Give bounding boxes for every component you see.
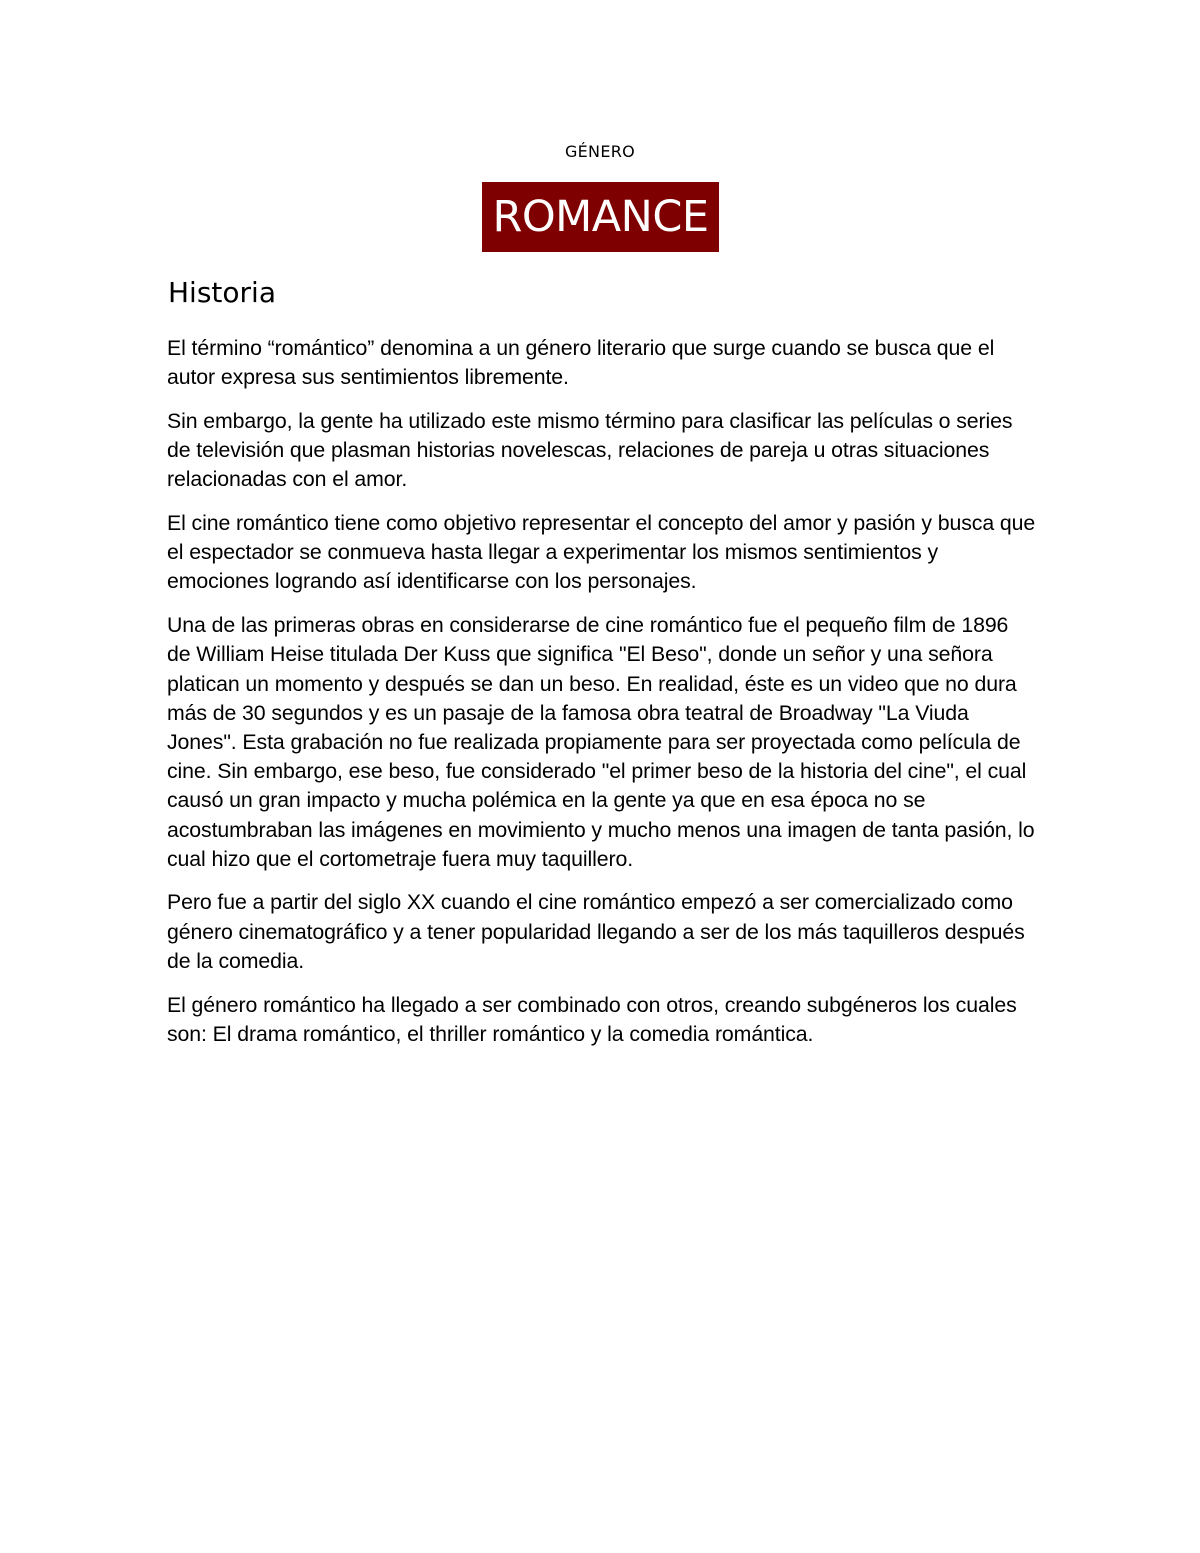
body-text [167, 334, 1037, 1063]
title-banner [482, 182, 719, 252]
paragraph: Una de las primeras obras en considerarse de cine romántico fue el pequeño film de 1896 de William Heise titulada Der Kuss que significa "El Beso", donde un señor y una señora platican un momento y después se dan un beso. En realidad, éste es un video que no dura más de 30 segundos y es un pasaje de la famosa obra teatral de Broadway "La Viuda Jones". Esta grabación no fue realizada propiamente para ser proyectada como película de cine. Sin embargo, ese beso, fue considerado "el primer beso de la historia del cine", el cual causó un gran impacto y mucha polémica en la gente ya que en esa época no se acostumbraban las imágenes en movimiento y mucho menos una imagen de tanta pasión, lo cual hizo que el cortometraje fuera muy taquillero. [167, 613, 1035, 871]
paragraph: Pero fue a partir del siglo XX cuando el cine romántico empezó a ser comercializado como género cinematográfico y a tener popularidad llegando a ser de los más taquilleros después de la comedia. [167, 890, 1025, 973]
paragraph: El término “romántico” denomina a un género literario que surge cuando se busca que el autor expresa sus sentimientos libremente. [167, 336, 995, 390]
paragraph: Sin embargo, la gente ha utilizado este mismo término para clasificar las películas o series de televisión que plasman historias novelescas, relaciones de pareja u otras situaciones relacionadas con el amor. [167, 408, 1013, 492]
paragraph: El género romántico ha llegado a ser combinado con otros, creando subgéneros los cuales son: El drama romántico, el thriller romántico y la comedia romántica. [167, 992, 1017, 1046]
paragraph: El cine romántico tiene como objetivo representar el concepto del amor y pasión y busca que el espectador se conmueva hasta llegar a experimentar los mismos sentimientos y emociones logrando así identificarse con los personajes. [167, 511, 1036, 594]
page-title: ROMANCE [492, 191, 709, 242]
section-heading: Historia [168, 276, 276, 309]
genre-kicker: GÉNERO [564, 142, 636, 161]
